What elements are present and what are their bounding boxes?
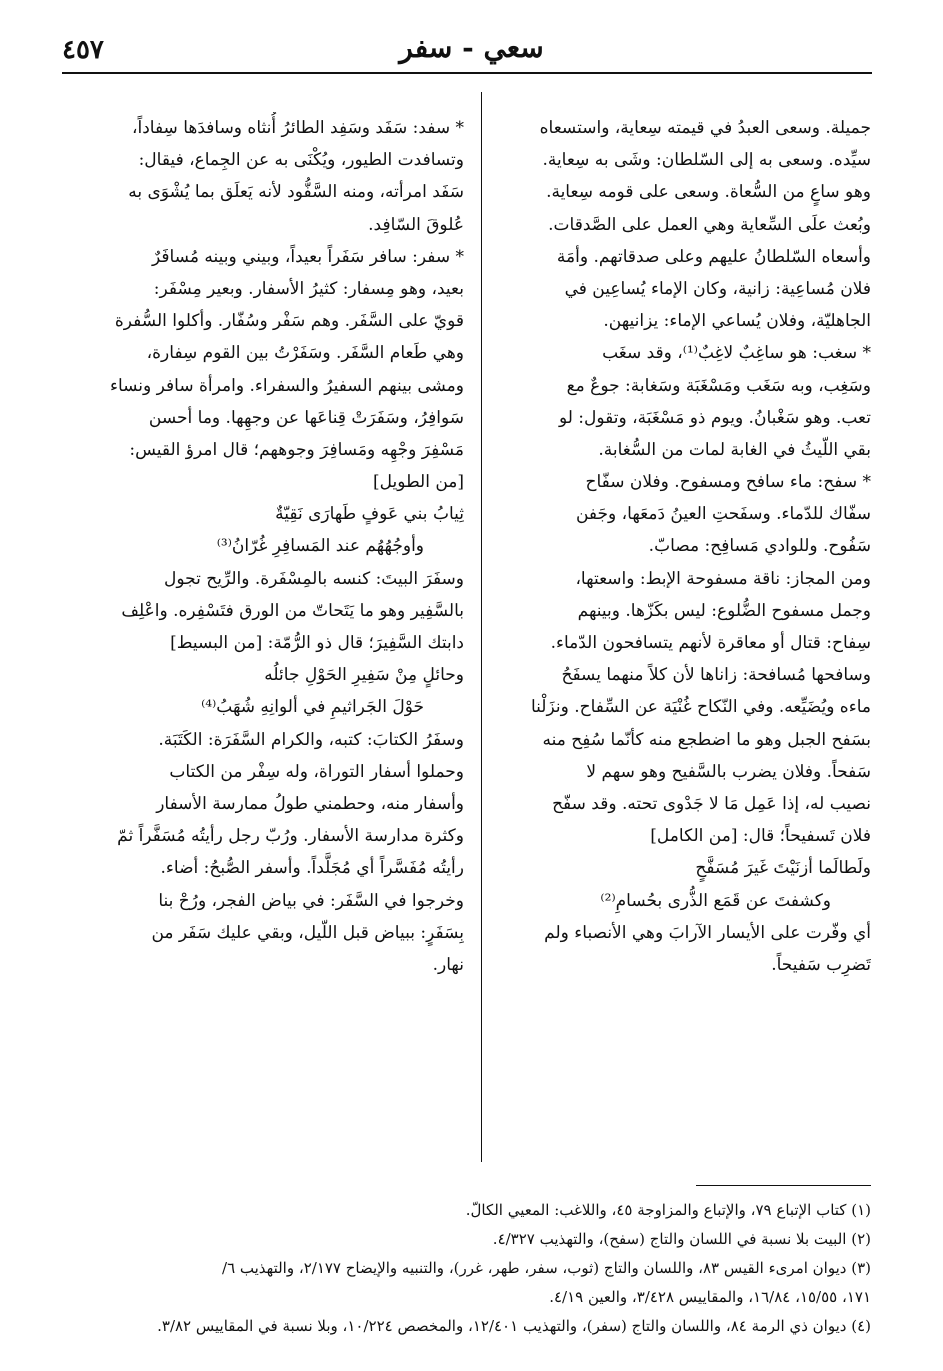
- footnote-line: (١) كتاب الإتباع ٧٩، والإتباع والمزاوجة ٤٥، واللاغب: المعيي الكالّ.: [465, 1201, 871, 1219]
- right-column-line: سِفاح: قتال أو معاقرة لأنهم يتسافحون الدّماء.: [550, 633, 871, 653]
- left-column-line: وحائلٍ مِنْ سَفِيرِ الحَوْلِ جائلُه: [264, 665, 464, 686]
- left-column-line: وخرجوا في السَّفَر: في بياض الفجر، ورُحْ بنا: [158, 890, 464, 911]
- right-column-line: بقي اللّيثُ في الغابة لمات من السُّغابة.: [598, 439, 871, 460]
- right-column-line: تعب. وهو سَغْبانُ. ويوم ذو مَسْغَبَة، وتقول: لو: [558, 407, 871, 428]
- footnote-line: (٢) البيت بلا نسبة في اللسان والتاج (سفح)، والتهذيب ٤/٣٢٧.: [492, 1230, 871, 1248]
- left-column-line: مَسْفِرَ وجْهِه ومَسافِرَ وجوههم؛ قال امرؤ القيس:: [129, 439, 464, 460]
- left-column-line: قويّ على السَّفَر. وهم سَفْر وسُفّار. وأكلوا السُّفرة: [114, 311, 464, 332]
- left-column-line: وسفَرُ الكتابَ: كتبه، والكرام السَّفَرَة: الكَتَبَة.: [158, 729, 464, 750]
- footnote-rule: [696, 1185, 871, 1186]
- right-column-line: الجاهليّة، وفلان يُساعي الإماء: يزانيهن.: [603, 311, 871, 332]
- left-column-line: [من الطويل]: [373, 472, 464, 493]
- left-column-line: سَوافِرُ، وسَفَرَتْ قِناعَها عن وجهِها. وما أحسن: [148, 407, 464, 428]
- left-column-line: وأسفار منه، وحطمني طولُ ممارسة الأسفار: [156, 793, 464, 814]
- left-column-line: وكثرة مدارسة الأسفار. ورُبّ رجل رأيتُه مُسَفَّراً ثمّ: [117, 826, 464, 847]
- page-number: ٤٥٧: [62, 35, 104, 65]
- footnote-line: (٣) ديوان امرىء القيس ٨٣، واللسان والتاج (ثوب، سفر، طهر، غرر)، والتنبيه والإيضاح ٢/١٧٧، والتهذيب ٦/: [222, 1259, 871, 1277]
- right-column-line: بسَفح الجبل وهو ما اضطجع منه كأنّما سُفِح منه: [542, 729, 871, 750]
- right-column-line: تَضرِب سَفيحاً.: [771, 954, 871, 975]
- right-column-line: جميلة. وسعى العبدُ في قيمته سِعاية، واستسعاه: [539, 118, 871, 138]
- right-column-line: سيِّده. وسعى به إلى السّلطان: وشَى به سِعاية.: [542, 150, 871, 171]
- left-column-line: * سفر: سافر سَفَراً بعيداً، وبيني وبينه مُسافَرٌ: [152, 246, 464, 267]
- left-column-line: وأوجُهُهُم عند المَسافِرِ غُرّانُ⁽³⁾: [216, 536, 424, 557]
- right-column-line: ماءه ويُضَيِّعه. وفي النّكاح غُنْيَة عن السِّفاح. ونزَلْنا: [530, 697, 871, 718]
- right-column-line: ولَطالَما أزنَيْتَ غَيرَ مُسَفَّحٍ: [695, 858, 871, 879]
- right-column-line: أي وفّرت على الأيسار الآرابَ وهي الأنصباء ولم: [544, 922, 871, 943]
- left-column-line: سَفَد امرأته، ومنه السَّفُّود لأنه يَعلَق بما يُشْوَى به: [128, 182, 464, 203]
- right-column-line: * سفح: ماء سافح ومسفوح. وفلان سفّاح: [585, 472, 871, 493]
- footnote-line: ١٧١، ١٥/٥٥، ١٦/٨٤، والمقاييس ٣/٤٢٨، والعين ٤/١٩.: [549, 1288, 871, 1306]
- right-column-line: وجمل مسفوح الضُّلوع: ليس بكَزّها. وبينهم: [577, 600, 871, 621]
- right-column-line: فلان تَسفيحاً؛ قال: [من الكامل]: [650, 826, 871, 847]
- left-column-line: حَوْلَ الجَراثيمِ في ألوانِهِ شُهَبُ⁽⁴⁾: [201, 697, 424, 718]
- right-column: [471, 112, 871, 981]
- left-column-line: بالسَّفِير وهو ما يَتَحاتّ من الورق فتَسْفِره. واعْلِف: [121, 600, 464, 621]
- right-column-line: سَفحاً. وفلان يضرب بالسَّفيح وهو سهم لا: [586, 761, 871, 782]
- right-column-line: وبُعث علَى السِّعاية وهي العمل على الصَّدقات.: [548, 214, 871, 235]
- left-column: [64, 112, 464, 981]
- header-rule: [62, 72, 872, 74]
- left-column-line: بِسَفَرٍ: ببياض قبل اللّيل، وبقي عليك سَفَر من: [151, 922, 464, 943]
- right-column-line: نصيب له، إذا عَمِل مَا لا جَدْوى تحته. وقد سفّح: [552, 793, 871, 814]
- left-column-line: عُلوقَ السّافِد.: [368, 214, 464, 235]
- right-column-line: * سغب: هو ساغِبٌ لاغِبٌ⁽¹⁾، وقد سغَب: [602, 343, 871, 364]
- left-column-line: دابتك السَّفِيرَ؛ قال ذو الرُّمّة: [من البسيط]: [170, 633, 464, 653]
- right-column-line: ومن المجاز: ناقة مسفوحة الإبط: واسعتها،: [575, 568, 871, 589]
- left-column-line: ومشى بينهم السفيرُ والسفراء. وامرأة سافر ونساء: [109, 375, 464, 396]
- left-column-line: وسفَرَ البيتَ: كنسه بالمِسْفَرة. والرِّيح تجول: [164, 568, 464, 589]
- right-column-line: وسافحها مُسافحة: زاناها لأن كلاً منهما يسفَحُ: [561, 665, 871, 686]
- left-column-line: نهار.: [432, 954, 464, 975]
- footnote-line: (٤) ديوان ذي الرمة ٨٤، واللسان والتاج (سفر)، والتهذيب ١٢/٤٠١، والمخصص ١٠/٢٢٤، وبلا نسبة في المقاييس ٣/٨٢.: [157, 1317, 871, 1335]
- right-column-line: وكشفتَ عن قَمَع الذُّرى بحُسامِ⁽²⁾: [600, 890, 831, 911]
- left-column-line: بعيد، وهو مِسفار: كثيرُ الأسفار. وبعير مِسْفَر:: [153, 278, 464, 299]
- right-column-line: سفّاك للدّماء. وسفَحتِ العينُ دَمعَها، وجَفن: [575, 504, 871, 525]
- right-column-line: سَفُوح. وللوادي مَسافِح: مصابّ.: [648, 536, 871, 557]
- page-header-title: سعي - سفر: [399, 31, 544, 64]
- right-column-line: وسَغِب، وبه سَغَب ومَسْغَبَة وسَغابة: جوعٌ مع: [566, 375, 871, 396]
- column-divider: [481, 92, 482, 1162]
- left-column-line: وتسافدت الطيور، ويُكْنَى به عن الجِماع، فيقال:: [138, 150, 464, 171]
- left-column-line: رأيتُه مُفَسَّراً أي مُجَلَّداً. وأسفر الصُّبحُ: أضاء.: [160, 858, 464, 879]
- left-column-line: ثِيابُ بني عَوفٍ طَهارَى نَقِيّةٌ: [275, 504, 464, 525]
- left-column-line: وحملوا أسفار التوراة، وله سِفْر من الكتاب: [169, 761, 464, 782]
- left-column-line: * سفد: سَفَد وسَفِد الطائرُ أُنثاه وسافدَها سِفاداً،: [131, 118, 464, 138]
- right-column-line: وهو ساعٍ من السُّعاة. وسعى على قومه سِعاية.: [546, 182, 871, 203]
- footnotes: [61, 1196, 871, 1341]
- right-column-line: فلان مُساعِية: زانية، وكان الإماء يُساعِين في: [564, 278, 871, 299]
- left-column-line: وهي طَعام السَّفَر. وسَفَرْتُ بين القوم سِفارة،: [146, 343, 464, 364]
- right-column-line: وأسعاه السّلطانُ عليهم وعلى صدقاتهم. وأمَة: [556, 246, 871, 267]
